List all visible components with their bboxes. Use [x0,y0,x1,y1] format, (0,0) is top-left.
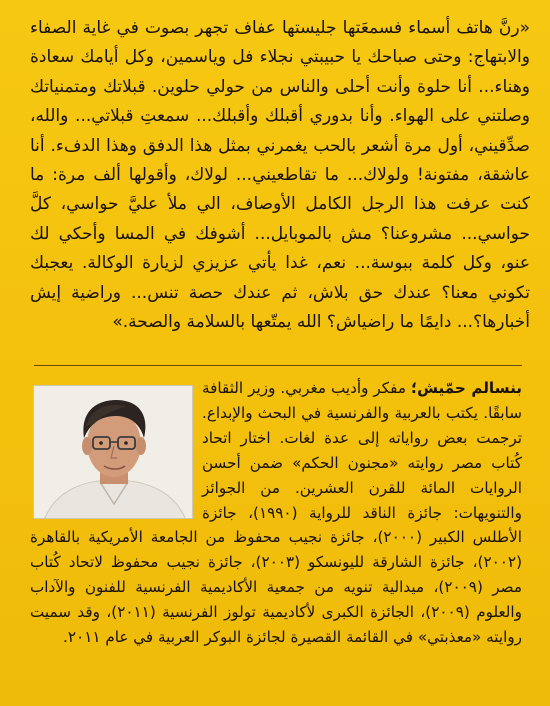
author-bio [30,376,522,650]
section-divider [34,365,522,366]
author-bio-body: مفكر وأديب مغربي. وزير الثقافة سابقًا. يكتب بالعربية والفرنسية في البحث والإبداع. ترجمت بعض رواياته إلى عدة لغات. اختار اتحاد كُتاب مصر روايته «مجنون الحكم» ضمن أحسن الروايات المائة للقرن العشرين. من الجوائز والتنويهات: جائزة الناقد للرواية (١٩٩٠)، جائزة الأطلس الكبير (٢٠٠٠)، جائزة نجيب محفوظ من الجامعة الأمريكية بالقاهرة (٢٠٠٢)، جائزة الشارقة لليونسكو (٢٠٠٣)، جائزة نجيب محفوظ لاتحاد كُتاب مصر (٢٠٠٩)، ميدالية تنويه من جمعية الأكاديمية الفرنسية للفنون والآداب والعلوم (٢٠٠٩)، الجائزة الكبرى لأكاديمية تولوز الفرنسية (٢٠١١)، وقد سميت روايته «معذبتي» في القائمة القصيرة لجائزة البوكر العربية في عام ٢٠١١. [30,379,523,647]
novel-excerpt [30,14,530,337]
author-name: بنسالم حمّيش؛ [411,379,522,397]
photo-space [30,376,202,524]
excerpt-text: «رنَّ هاتف أسماء فسمعَتها جليستها عفاف تجهر بصوت في غاية الصفاء والابتهاج: وحتى صباحك يا حبيبتي نجلاء فل وياسمين، وكل أيامك سعادة وهناء... أنا حلوة وأنت أحلى والناس من حولي حلوين. قبلاتك ومتمنياتك وصلتني على الهواء. وأنا بدوري أقبلك وأقبلك... سمعتِ قبلاتي... والله، صدِّقيني، أول مرة أشعر بالحب يغمرني بمثل هذا الدفق وهذا الدفء. أنا عاشقة، مفتونة! ولولاك... ما تقاطعيني... لولاك، وأقولها ألف مرة: ما كنت عرفت هذا الرجل الكامل الأوصاف، الي ملأ عليَّ حواسي، كلَّ حواسي... مشروعنا؟ مش بالموبايل... أشوفك في المسا وأحكي لك عنو، وكل كلمة ببوسة... نعم، غدا يأتي عزيزي لزيارة الوكالة. يعجبك تكوني معنا؟ عندك حق بلاش، ثم عندك حصة تنس... وراضية إيش أخبارها؟... دايمًا ما راضياش؟ الله يمتّعها بالسلامة والصحة.» [30,18,530,333]
